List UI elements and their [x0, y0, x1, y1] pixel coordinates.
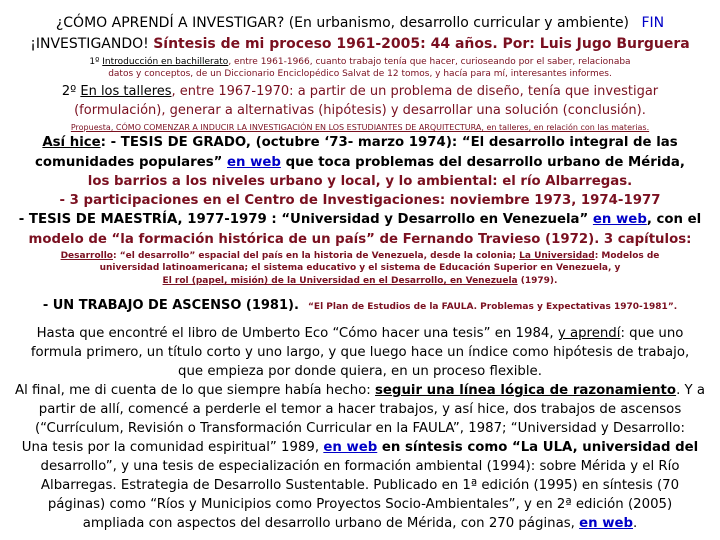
final-line-3: (“Currículum, Revisión o Transformación Curricular en la FAULA”, 1987; “Universidad y Desarrollo:: [34, 421, 686, 436]
stage2-line-1: [0, 83, 720, 101]
chapters-text-1b: : Modelos de: [594, 251, 660, 261]
en-web-link-1[interactable]: en web: [227, 155, 281, 170]
linea-logica-link[interactable]: seguir una línea lógica de razonamiento: [375, 383, 677, 398]
final-line-4: [0, 438, 720, 457]
stage1-line-1: [0, 57, 720, 68]
en-web-link-4[interactable]: en web: [579, 516, 634, 531]
stage1-number: 1º: [89, 57, 103, 67]
thesis-line-4: - 3 participaciones en el Centro de Investigaciones: noviembre 1973, 1974-1977: [59, 193, 661, 208]
title-investigando: ¡INVESTIGANDO!: [30, 36, 154, 52]
thesis-degree-text: : - TESIS DE GRADO, (octubre ‘73- marzo 1974): “El desarrollo integral de las: [100, 135, 678, 150]
final-text-1b: . Y a: [676, 383, 706, 398]
thesis-l2-text: comunidades populares”: [35, 155, 227, 170]
thesis-line-6: modelo de “la formación histórica de un país” de Fernando Travieso (1972). 3 capítulos:: [28, 232, 692, 247]
final-text-4b: en síntesis como “La ULA, universidad del: [377, 440, 699, 455]
chapters-text-1: : “el desarrollo” espacial del país en la historia de Venezuela, desde la colonia;: [112, 251, 520, 261]
stage1-line-2: datos y conceptos, de un Diccionario Enciclopédico Salvat de 12 tomos, y hacía para mí, interesantes informes.: [108, 69, 612, 79]
title-text: ¿CÓMO APRENDÍ A INVESTIGAR? (En urbanismo, desarrollo curricular y ambiente): [55, 15, 630, 31]
chapters-line-1: [0, 251, 720, 262]
masters-text-b: , con el: [646, 212, 702, 227]
stage1-link[interactable]: Introducción en bachillerato: [102, 57, 229, 67]
thesis-line-1: [0, 133, 720, 152]
en-web-link-2[interactable]: en web: [592, 212, 647, 227]
chapters-year: (1979).: [517, 276, 558, 286]
title-line-2: [0, 35, 720, 54]
masters-text: - TESIS DE MAESTRÍA, 1977-1979 : “Universidad y Desarrollo en Venezuela”: [18, 212, 593, 227]
ascenso-line: [0, 294, 720, 313]
eco-line-2: formula primero, un título corto y uno largo, y que luego hace un índice como hipótesis de trabajo,: [30, 345, 690, 360]
eco-line-3: que empieza por donde quiera, en un proceso flexible.: [178, 364, 542, 379]
ascenso-plan: “El Plan de Estudios de la FAULA. Problemas y Expectativas 1970-1981”.: [308, 302, 678, 312]
final-line-8: [0, 514, 720, 533]
thesis-line-2: [0, 153, 720, 172]
eco-line-1: [0, 324, 720, 343]
desarrollo-link[interactable]: Desarrollo: [60, 251, 113, 261]
title-line-1: [0, 14, 720, 33]
final-text-1: Al final, me di cuenta de lo que siempre había hecho:: [14, 383, 375, 398]
asi-hice-link[interactable]: Así hice: [42, 135, 101, 150]
en-web-link-3[interactable]: en web: [323, 440, 378, 455]
thesis-l2b-text: que toca problemas del desarrollo urbano de Mérida,: [280, 155, 685, 170]
final-text-8: ampliada con aspectos del desarrollo urbano de Mérida, con 270 páginas,: [82, 516, 580, 531]
title-synthesis: Síntesis de mi proceso 1961-2005: 44 años. Por: Luis Jugo Burguera: [153, 36, 690, 52]
fin-link[interactable]: FIN: [641, 15, 665, 31]
y-aprendi-link[interactable]: y aprendí: [557, 326, 621, 341]
stage1-text: , entre 1961-1966, cuanto trabajo tenía que hacer, curioseando por el saber, relacionaba: [228, 57, 631, 67]
rol-universidad-link[interactable]: El rol (papel, misión) de la Universidad en el Desarrollo, en Venezuela: [162, 276, 518, 286]
stage2-link[interactable]: En los talleres: [80, 84, 172, 99]
final-line-1: [0, 381, 720, 400]
stage2-number: 2º: [61, 84, 81, 99]
final-text-4: Una tesis por la comunidad espiritual” 1989,: [21, 440, 324, 455]
final-line-5: desarrollo”, y una tesis de especialización en formación ambiental (1994): sobre Mérida y el Río: [40, 459, 680, 474]
final-line-7: páginas) como “Ríos y Municipios como Proyectos Socio-Ambientales”, y en 2ª edición (2005): [47, 497, 673, 512]
universidad-link[interactable]: La Universidad: [519, 251, 595, 261]
proposal-link[interactable]: Propuesta, CÓMO COMENZAR A INDUCIR LA INVESTIGACIÓN EN LOS ESTUDIANTES DE ARQUITECTURA, en talleres, en relación con las materias.: [70, 123, 650, 132]
final-line-2: partir de allí, comencé a perderle el temor a hacer trabajos, y así hice, dos trabajos de ascensos: [38, 402, 682, 417]
chapters-line-2: universidad latinoamericana; el sistema educativo y el sistema de Educación Superior en Venezuela, y: [99, 263, 621, 273]
thesis-line-5: [0, 210, 720, 229]
ascenso-title: - UN TRABAJO DE ASCENSO (1981).: [42, 298, 299, 313]
eco-text-1b: : que uno: [620, 326, 684, 341]
chapters-line-3: [0, 276, 720, 287]
stage2-line-2: (formulación), generar a alternativas (hipótesis) y desarrollar una solución (conclusión).: [74, 103, 646, 118]
eco-text-1: Hasta que encontré el libro de Umberto Eco “Cómo hacer una tesis” en 1984,: [36, 326, 558, 341]
stage2-text: , entre 1967-1970: a partir de un problema de diseño, tenía que investigar: [171, 84, 659, 99]
final-period: .: [633, 516, 638, 531]
thesis-line-3: los barrios a los niveles urbano y local, y lo ambiental: el río Albarregas.: [87, 174, 633, 189]
final-line-6: Albarregas. Estrategia de Desarrollo Sustentable. Publicado en 1ª edición (1995) en síntesis (70: [40, 478, 680, 493]
